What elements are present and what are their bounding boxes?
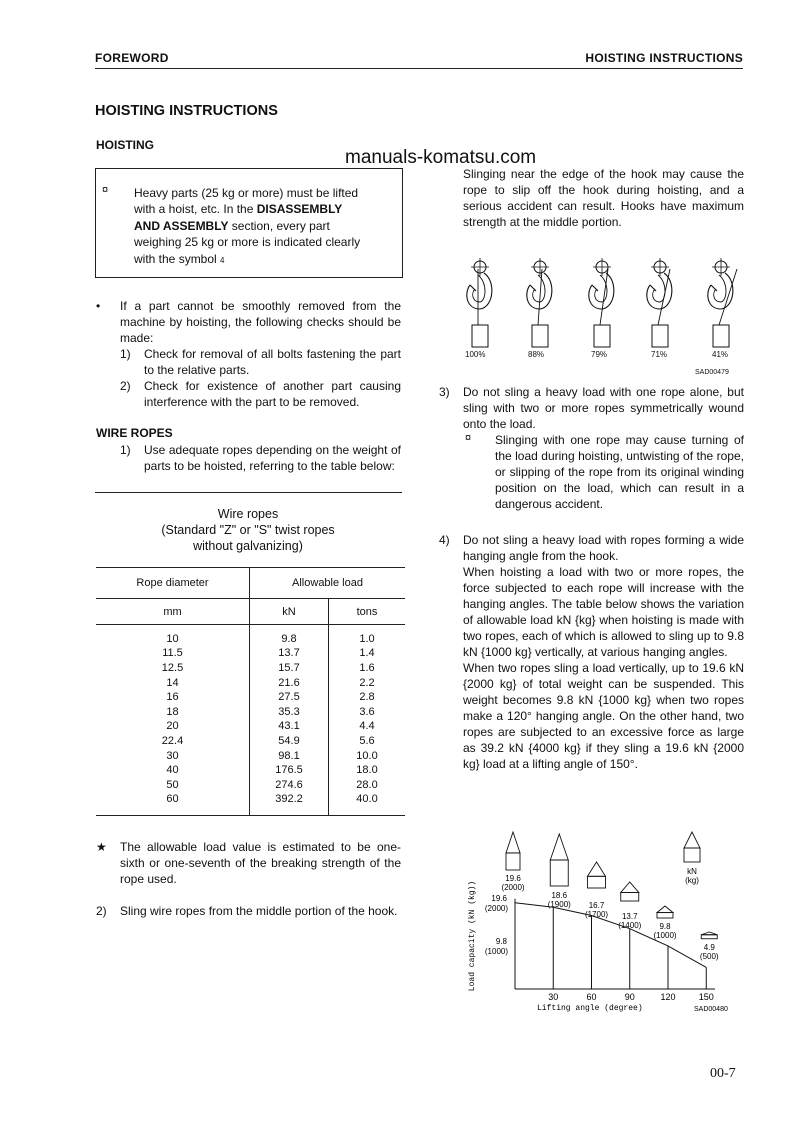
item-4-text — [463, 532, 744, 772]
page-number: 00-7 — [710, 1066, 736, 1081]
hook-group — [467, 258, 737, 347]
point-value-label: 18.6 — [551, 891, 568, 900]
cell-tons: 5.6 — [359, 734, 375, 747]
wire-ropes-heading: WIRE ROPES — [96, 426, 173, 440]
cell-mm: 40 — [96, 763, 250, 778]
cell-kn: 21.6 — [250, 675, 329, 690]
load-sling-icon — [550, 834, 568, 886]
kn-unit-icon — [684, 832, 700, 862]
cell-mm: 20 — [96, 719, 250, 734]
y-tick-label: 19.6 — [491, 893, 507, 903]
table-row — [96, 661, 405, 676]
cell-mm: 50 — [96, 777, 250, 792]
hook-icon — [647, 258, 672, 347]
check-1-num: 1) — [120, 347, 131, 361]
hoisting-heading: HOISTING — [96, 138, 155, 152]
cell-mm: 18 — [96, 704, 250, 719]
point-value-label: (1000) — [653, 931, 677, 940]
item-4-p3: When two ropes sling a load vertically, up to 19.6 kN {2000 kg} of total weight can be suspended. This weight becomes 9.8 kN {1000 kg} when two ropes make a 120° hanging angle. On the other hand, two ropes are subjected to an excessive force as large as 39.2 kN {4000 kg} if they sling a 19.6 kN {2000 kg} load at a lifting angle of 150°. — [463, 661, 744, 771]
x-tick-label: 90 — [624, 992, 635, 1002]
point-value-label: (1900) — [547, 900, 571, 909]
wire-item-1-num: 1) — [120, 443, 131, 457]
cell-kn: 35.3 — [250, 704, 329, 719]
cell-mm: 22.4 — [96, 734, 250, 749]
cell-tons: 10.0 — [356, 749, 378, 762]
caution-line: with the symbol 4 — [134, 251, 225, 266]
item-3-num: 3) — [439, 385, 450, 399]
table-row — [96, 632, 405, 647]
caption-line: without galvanizing) — [193, 539, 303, 553]
wire-item-2-text: Sling wire ropes from the middle portion of the hook. — [120, 904, 398, 918]
header-right: HOISTING INSTRUCTIONS — [585, 51, 743, 65]
hook-icon — [589, 258, 614, 347]
cell-mm: 16 — [96, 690, 250, 705]
point-value-label: (500) — [699, 952, 719, 961]
unit-label: (kg) — [685, 876, 699, 885]
header-rule — [95, 68, 743, 69]
table-row — [96, 763, 405, 778]
bullet-icon: • — [96, 299, 101, 313]
chart-figure-code: SAD00480 — [694, 1006, 728, 1013]
table-row — [96, 748, 405, 763]
check-2-text: Check for existence of another part causing interference with the part to be removed. — [144, 379, 401, 409]
point-value-label: (1700) — [584, 910, 609, 919]
header-left: FOREWORD — [95, 51, 169, 65]
item-3-note: Slinging with one rope may cause turning of the load during hoisting, untwisting of the rope, or slipping of the rope from its original winding position on the load, which can result in a dangerous accident. — [495, 433, 744, 511]
point-value-label: 16.7 — [588, 901, 605, 910]
th-rope-diameter: Rope diameter — [96, 568, 250, 599]
bullet-text: If a part cannot be smoothly removed from the machine by hoisting, the following checks should be made: — [120, 299, 401, 345]
cell-kn: 27.5 — [250, 690, 329, 705]
x-tick-label: 150 — [698, 992, 714, 1002]
hook-percent: 41% — [712, 350, 729, 359]
note-symbol-icon: ¤ — [102, 184, 109, 196]
caution-box — [95, 168, 403, 278]
load-chart — [462, 826, 747, 1018]
cell-kn: 98.1 — [250, 748, 329, 763]
hook-figure-code: SAD00479 — [695, 369, 729, 376]
load-sling-icon — [588, 862, 606, 888]
th-tons: tons — [356, 605, 378, 618]
table-row — [96, 675, 405, 690]
cell-mm: 60 — [96, 792, 250, 807]
caution-line: Heavy parts (25 kg or more) must be lifted — [134, 186, 359, 200]
wire-item-2-num: 2) — [96, 904, 107, 918]
cell-kn: 274.6 — [250, 777, 329, 792]
cell-tons: 2.8 — [359, 691, 375, 704]
table-caption — [130, 506, 366, 554]
load-sling-icon — [657, 906, 673, 918]
table-row — [96, 734, 405, 749]
cell-kn: 15.7 — [250, 661, 329, 676]
cell-mm: 30 — [96, 748, 250, 763]
cell-tons: 28.0 — [356, 778, 378, 791]
caution-text — [134, 185, 382, 269]
x-axis-title: Lifting angle (degree) — [537, 1004, 643, 1013]
cell-tons: 3.6 — [359, 705, 375, 718]
table-row — [96, 704, 405, 719]
load-sling-icon — [621, 882, 639, 901]
check-2-num: 2) — [120, 379, 131, 393]
item-4-p2: When hoisting a load with two or more ropes, the force subjected to each rope will increase with the hanging angles. The table below shows the variation of allowable load kN {kg} when hoisting is made with two ropes, each of which is allowed to sling up to 9.8 kN {1000 kg} vertically, at various hanging angles. — [463, 565, 744, 659]
cell-tons: 1.4 — [359, 647, 375, 660]
hook-percent: 79% — [591, 350, 608, 359]
table-row — [96, 646, 405, 661]
cell-kn: 54.9 — [250, 734, 329, 749]
y-axis-title: Load capacity (kN (kg)) — [468, 880, 477, 992]
cell-mm: 14 — [96, 675, 250, 690]
hook-percent: 100% — [465, 350, 486, 359]
hook-percent: 71% — [651, 350, 668, 359]
point-value-label: 4.9 — [703, 943, 715, 952]
cell-tons: 40.0 — [356, 793, 378, 806]
cell-tons: 1.6 — [359, 661, 375, 674]
table-row — [96, 690, 405, 705]
caution-line: weighing 25 kg or more is indicated clearly — [134, 235, 361, 250]
cell-mm: 11.5 — [96, 646, 250, 661]
weight-symbol-icon: 4 — [220, 255, 225, 265]
load-sling-icon — [506, 832, 520, 870]
load-sling-icon — [701, 932, 717, 939]
edge-warning-text: Slinging near the edge of the hook may cause the rope to slip off the hook during hoisting, and a serious accident can result. Hooks have maximum strength at the middle portion. — [463, 167, 744, 229]
x-tick-label: 60 — [586, 992, 597, 1002]
wire-item-1-text: Use adequate ropes depending on the weight of parts to be hoisted, referring to the table below: — [144, 443, 401, 473]
cell-kn: 43.1 — [250, 719, 329, 734]
rope-table — [96, 567, 405, 816]
load-curve — [515, 903, 706, 968]
point-value-label: (1400) — [618, 921, 642, 930]
x-tick-label: 30 — [548, 992, 559, 1002]
hook-icon — [527, 258, 552, 347]
cell-tons: 18.0 — [356, 764, 378, 777]
table-top-rule — [95, 492, 402, 493]
th-mm: mm — [96, 599, 250, 625]
table-row — [96, 792, 405, 807]
table-row — [96, 719, 405, 734]
caution-line: AND ASSEMBLY section, every part — [134, 218, 330, 233]
cell-mm: 12.5 — [96, 661, 250, 676]
cell-kn: 9.8 — [250, 632, 329, 647]
cell-kn: 176.5 — [250, 763, 329, 778]
hook-icon — [467, 258, 492, 347]
table-row — [96, 777, 405, 792]
th-allowable-load: Allowable load — [292, 577, 363, 589]
hook-icon — [708, 258, 737, 347]
note-symbol-icon: ¤ — [465, 432, 472, 444]
point-value-label: (2000) — [501, 883, 525, 892]
watermark: manuals-komatsu.com — [345, 147, 537, 168]
item-4-num: 4) — [439, 533, 450, 547]
item-4-p1: Do not sling a heavy load with ropes forming a wide hanging angle from the hook. — [463, 533, 744, 563]
star-icon: ★ — [96, 840, 107, 854]
caution-line: with a hoist, etc. In the DISASSEMBLY — [134, 202, 343, 217]
caption-line: (Standard "Z" or "S" twist ropes — [161, 523, 335, 537]
cell-mm: 10 — [96, 632, 250, 647]
caption-line: Wire ropes — [217, 507, 279, 521]
cell-kn: 13.7 — [250, 646, 329, 661]
cell-tons: 2.2 — [359, 676, 375, 689]
hook-percent-row — [455, 350, 745, 362]
star-text: The allowable load value is estimated to be one-sixth or one-seventh of the breaking strength of the rope used. — [120, 840, 401, 886]
cell-kn: 392.2 — [250, 792, 329, 807]
unit-label: kN — [687, 867, 697, 876]
hook-percent: 88% — [528, 350, 545, 359]
y-tick-label: (1000) — [484, 946, 508, 956]
item-3-text: Do not sling a heavy load with one rope alone, but sling with two or more ropes symmetrically wound onto the load. — [463, 385, 744, 431]
point-value-label: 13.7 — [621, 912, 638, 921]
y-tick-label: (2000) — [484, 903, 508, 913]
rope-table-body — [96, 632, 405, 807]
point-value-label: 19.6 — [505, 874, 521, 883]
check-1-text: Check for removal of all bolts fastening the part to the relative parts. — [144, 347, 401, 377]
page-title: HOISTING INSTRUCTIONS — [95, 103, 278, 119]
point-value-label: 9.8 — [659, 922, 671, 931]
y-tick-label: 9.8 — [495, 936, 507, 946]
x-tick-label: 120 — [660, 992, 676, 1002]
th-kn: kN — [250, 599, 329, 625]
cell-tons: 1.0 — [359, 632, 375, 645]
cell-tons: 4.4 — [359, 720, 375, 733]
